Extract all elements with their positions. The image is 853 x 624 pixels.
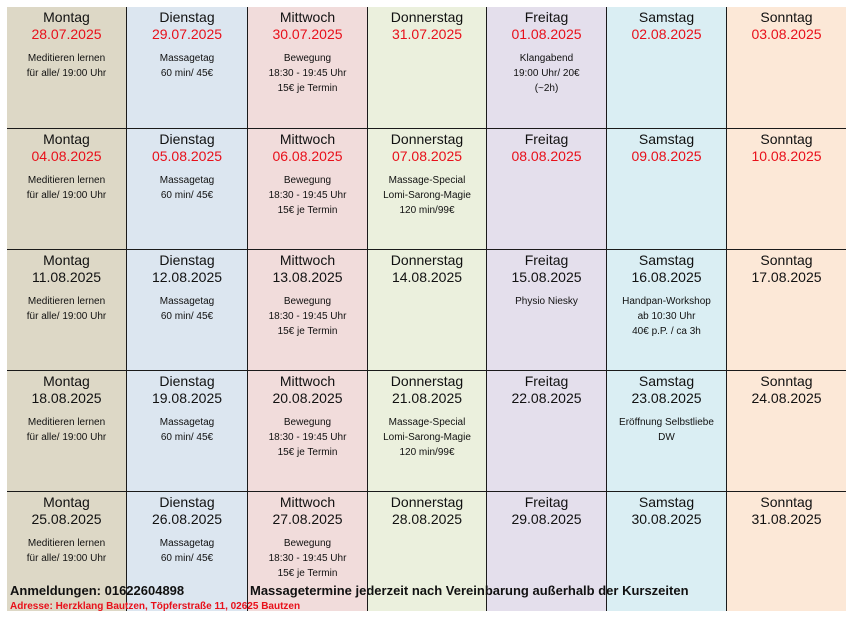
- weekday-label: Samstag: [638, 131, 695, 147]
- weekday-label: Samstag: [638, 252, 695, 268]
- date-label: 14.08.2025: [391, 269, 463, 285]
- calendar-cell: [247, 128, 367, 249]
- date-label: 30.07.2025: [272, 26, 343, 42]
- event-info: [248, 51, 367, 96]
- weekday-label: Sonntag: [760, 9, 813, 25]
- weekday-label: Mittwoch: [279, 373, 336, 389]
- weekday-label: Donnerstag: [390, 252, 464, 268]
- calendar-cell: [486, 128, 606, 249]
- weekday-label: Dienstag: [159, 373, 215, 389]
- calendar-cell: [7, 370, 126, 491]
- event-line: Bewegung: [283, 296, 332, 307]
- calendar-cell: [7, 128, 126, 249]
- event-line: Massagetag: [159, 175, 215, 186]
- massage-appointment-note: Massagetermine jederzeit nach Vereinbarung außerhalb der Kurszeiten: [250, 583, 689, 598]
- event-line: DW: [658, 432, 675, 443]
- weekday-label: Donnerstag: [390, 131, 464, 147]
- event-info: [368, 173, 486, 218]
- event-line: 60 min/ 45€: [160, 553, 214, 564]
- weekday-label: Freitag: [524, 131, 569, 147]
- calendar-cell: [606, 370, 726, 491]
- calendar-cell: [126, 249, 247, 370]
- calendar-cell: [7, 7, 126, 128]
- calendar-cell: [726, 491, 846, 611]
- date-label: 02.08.2025: [631, 26, 702, 42]
- calendar-cell: [726, 370, 846, 491]
- event-info: [248, 173, 367, 218]
- date-label: 05.08.2025: [151, 148, 223, 164]
- date-label: 18.08.2025: [31, 390, 102, 406]
- weekday-label: Dienstag: [159, 494, 215, 510]
- date-label: 12.08.2025: [151, 269, 223, 285]
- event-info: [607, 294, 726, 339]
- event-line: Meditieren lernen: [27, 417, 106, 428]
- date-label: 01.08.2025: [511, 26, 582, 42]
- calendar-cell: [367, 370, 486, 491]
- date-label: 16.08.2025: [631, 269, 702, 285]
- calendar-cell: [247, 249, 367, 370]
- event-line: ab 10:30 Uhr: [637, 311, 696, 322]
- date-label: 20.08.2025: [272, 390, 343, 406]
- weekday-label: Sonntag: [760, 494, 813, 510]
- weekday-label: Freitag: [524, 9, 569, 25]
- event-info: [487, 51, 606, 96]
- weekday-label: Mittwoch: [279, 494, 336, 510]
- date-label: 22.08.2025: [511, 390, 582, 406]
- weekday-label: Sonntag: [760, 252, 813, 268]
- calendar-grid: [7, 7, 846, 611]
- event-line: Physio Niesky: [515, 296, 578, 307]
- calendar-cell: [367, 249, 486, 370]
- event-line: 120 min/99€: [399, 447, 455, 458]
- event-info: [248, 415, 367, 460]
- event-line: Massagetag: [159, 538, 215, 549]
- date-label: 10.08.2025: [751, 148, 822, 164]
- event-line: Meditieren lernen: [27, 53, 106, 64]
- weekday-label: Dienstag: [159, 252, 215, 268]
- date-label: 27.08.2025: [272, 511, 343, 527]
- event-info: [607, 415, 726, 445]
- event-line: 18:30 - 19:45 Uhr: [268, 311, 347, 322]
- event-line: Meditieren lernen: [27, 175, 106, 186]
- date-label: 31.08.2025: [751, 511, 822, 527]
- weekday-label: Freitag: [524, 494, 569, 510]
- event-info: [7, 415, 126, 445]
- calendar-cell: [606, 249, 726, 370]
- event-line: Bewegung: [283, 417, 332, 428]
- date-label: 13.08.2025: [272, 269, 343, 285]
- event-info: [7, 536, 126, 566]
- event-line: Massage-Special: [388, 417, 466, 428]
- weekday-label: Montag: [43, 9, 90, 25]
- weekday-label: Montag: [43, 494, 90, 510]
- event-line: für alle/ 19:00 Uhr: [26, 190, 107, 201]
- event-info: [248, 536, 367, 581]
- date-label: 30.08.2025: [631, 511, 702, 527]
- weekday-label: Sonntag: [760, 131, 813, 147]
- event-line: (~2h): [534, 83, 559, 94]
- event-line: 18:30 - 19:45 Uhr: [268, 553, 347, 564]
- calendar-cell: [606, 128, 726, 249]
- event-line: Meditieren lernen: [27, 538, 106, 549]
- date-label: 03.08.2025: [751, 26, 822, 42]
- event-line: 19:00 Uhr/ 20€: [513, 68, 580, 79]
- event-line: für alle/ 19:00 Uhr: [26, 553, 107, 564]
- event-line: 15€ je Termin: [277, 83, 338, 94]
- event-info: [127, 536, 247, 566]
- date-label: 21.08.2025: [391, 390, 463, 406]
- calendar-cell: [726, 249, 846, 370]
- event-line: Massagetag: [159, 417, 215, 428]
- event-line: für alle/ 19:00 Uhr: [26, 68, 107, 79]
- event-line: Handpan-Workshop: [622, 296, 711, 307]
- date-label: 23.08.2025: [631, 390, 702, 406]
- event-info: [127, 173, 247, 203]
- calendar-cell: [486, 370, 606, 491]
- date-label: 26.08.2025: [151, 511, 223, 527]
- date-label: 15.08.2025: [511, 269, 582, 285]
- date-label: 28.08.2025: [391, 511, 463, 527]
- weekday-label: Donnerstag: [390, 373, 464, 389]
- weekday-label: Samstag: [638, 494, 695, 510]
- date-label: 17.08.2025: [751, 269, 822, 285]
- weekday-label: Freitag: [524, 373, 569, 389]
- event-info: [248, 294, 367, 339]
- date-label: 24.08.2025: [751, 390, 822, 406]
- weekday-label: Samstag: [638, 9, 695, 25]
- weekday-label: Samstag: [638, 373, 695, 389]
- weekday-label: Donnerstag: [390, 9, 464, 25]
- date-label: 29.08.2025: [511, 511, 582, 527]
- event-line: 40€ p.P. / ca 3h: [632, 326, 701, 337]
- date-label: 19.08.2025: [151, 390, 223, 406]
- weekday-label: Montag: [43, 373, 90, 389]
- weekday-label: Mittwoch: [279, 252, 336, 268]
- calendar-cell: [7, 249, 126, 370]
- calendar-cell: [247, 7, 367, 128]
- event-info: [368, 415, 486, 460]
- event-line: für alle/ 19:00 Uhr: [26, 311, 107, 322]
- date-label: 06.08.2025: [272, 148, 343, 164]
- event-line: 120 min/99€: [399, 205, 455, 216]
- event-line: Bewegung: [283, 175, 332, 186]
- calendar-cell: [126, 7, 247, 128]
- event-line: 18:30 - 19:45 Uhr: [268, 432, 347, 443]
- event-line: 60 min/ 45€: [160, 311, 214, 322]
- weekday-label: Sonntag: [760, 373, 813, 389]
- event-line: Massage-Special: [388, 175, 466, 186]
- event-info: [7, 51, 126, 81]
- weekday-label: Mittwoch: [279, 131, 336, 147]
- weekday-label: Freitag: [524, 252, 569, 268]
- event-line: Meditieren lernen: [27, 296, 106, 307]
- weekday-label: Montag: [43, 252, 90, 268]
- registration-phone: Anmeldungen: 01622604898: [10, 583, 185, 598]
- event-line: 60 min/ 45€: [160, 432, 214, 443]
- calendar-cell: [726, 128, 846, 249]
- date-label: 04.08.2025: [31, 148, 102, 164]
- calendar-cell: [606, 7, 726, 128]
- calendar-cell: [367, 7, 486, 128]
- event-line: Klangabend: [519, 53, 574, 64]
- date-label: 07.08.2025: [391, 148, 463, 164]
- event-line: Massagetag: [159, 296, 215, 307]
- calendar-cell: [126, 128, 247, 249]
- event-line: Lomi-Sarong-Magie: [383, 190, 471, 201]
- event-line: Bewegung: [283, 538, 332, 549]
- date-label: 25.08.2025: [31, 511, 102, 527]
- date-label: 11.08.2025: [31, 269, 102, 285]
- date-label: 09.08.2025: [631, 148, 702, 164]
- event-line: 15€ je Termin: [277, 326, 338, 337]
- event-line: 18:30 - 19:45 Uhr: [268, 190, 347, 201]
- calendar-cell: [247, 370, 367, 491]
- event-line: 15€ je Termin: [277, 205, 338, 216]
- date-label: 29.07.2025: [151, 26, 223, 42]
- event-info: [7, 173, 126, 203]
- calendar-cell: [726, 7, 846, 128]
- event-line: 60 min/ 45€: [160, 68, 214, 79]
- event-line: Bewegung: [283, 53, 332, 64]
- date-label: 08.08.2025: [511, 148, 582, 164]
- event-line: Lomi-Sarong-Magie: [383, 432, 471, 443]
- weekday-label: Dienstag: [159, 131, 215, 147]
- event-line: Massagetag: [159, 53, 215, 64]
- event-line: 15€ je Termin: [277, 568, 338, 579]
- event-line: 18:30 - 19:45 Uhr: [268, 68, 347, 79]
- event-line: Eröffnung Selbstliebe: [619, 417, 714, 428]
- event-line: 15€ je Termin: [277, 447, 338, 458]
- event-info: [127, 294, 247, 324]
- event-info: [127, 51, 247, 81]
- weekday-label: Montag: [43, 131, 90, 147]
- event-line: für alle/ 19:00 Uhr: [26, 432, 107, 443]
- weekday-label: Dienstag: [159, 9, 215, 25]
- date-label: 28.07.2025: [31, 26, 102, 42]
- calendar-cell: [367, 128, 486, 249]
- calendar-cell: [486, 249, 606, 370]
- weekday-label: Mittwoch: [279, 9, 336, 25]
- calendar-cell: [486, 7, 606, 128]
- address-line: Adresse: Herzklang Bautzen, Töpferstraße 11, 02625 Bautzen: [10, 601, 301, 612]
- event-info: [127, 415, 247, 445]
- calendar-cell: [126, 370, 247, 491]
- date-label: 31.07.2025: [391, 26, 463, 42]
- event-info: [7, 294, 126, 324]
- event-line: 60 min/ 45€: [160, 190, 214, 201]
- weekday-label: Donnerstag: [390, 494, 464, 510]
- event-info: [487, 294, 606, 309]
